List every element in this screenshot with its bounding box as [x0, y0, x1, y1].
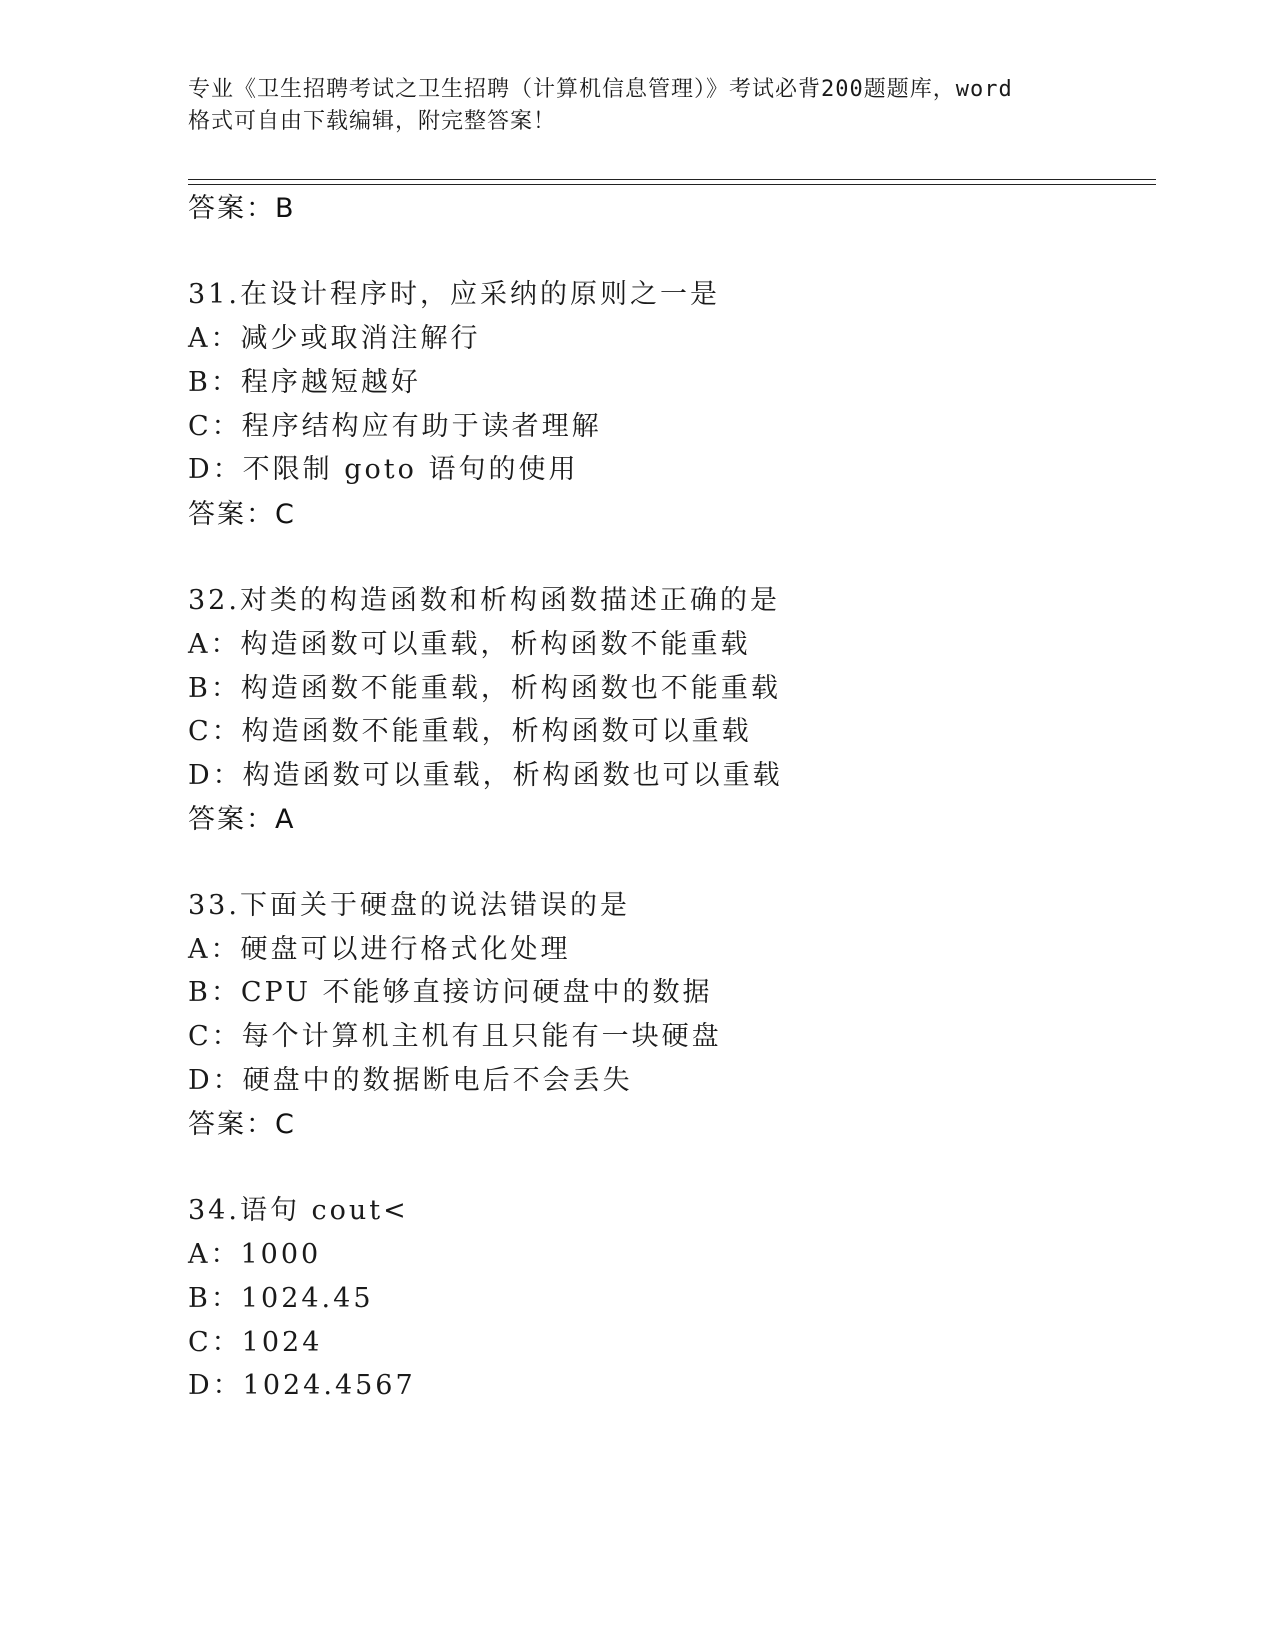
- question-32-option-b: B：构造函数不能重载，析构函数也不能重载: [188, 673, 781, 704]
- question-33-option-b: B：CPU 不能够直接访问硬盘中的数据: [188, 977, 713, 1008]
- question-33-stem: 33.下面关于硬盘的说法错误的是: [188, 890, 630, 921]
- question-31-option-d: D：不限制 goto 语句的使用: [188, 454, 579, 485]
- question-32-option-a: A：构造函数可以重载，析构函数不能重载: [188, 629, 751, 660]
- question-31-stem: 31.在设计程序时，应采纳的原则之一是: [188, 279, 720, 310]
- question-33-option-a: A：硬盘可以进行格式化处理: [188, 934, 571, 965]
- question-31-option-c: C：程序结构应有助于读者理解: [188, 411, 602, 442]
- question-34-option-b: B：1024.45: [188, 1283, 374, 1314]
- document-header: [188, 74, 1088, 138]
- answer-q31: 答案：C: [188, 499, 296, 530]
- question-34-stem: 34.语句 cout<: [188, 1195, 409, 1226]
- question-32-option-d: D：构造函数可以重载，析构函数也可以重载: [188, 760, 783, 791]
- question-33-option-d: D：硬盘中的数据断电后不会丢失: [188, 1065, 633, 1096]
- answer-q33: 答案：C: [188, 1109, 296, 1140]
- answer-q30: 答案：B: [188, 193, 296, 224]
- answer-q32: 答案：A: [188, 804, 296, 835]
- question-31-option-a: A：减少或取消注解行: [188, 323, 481, 354]
- question-31-option-b: B：程序越短越好: [188, 367, 421, 398]
- question-34-option-c: C：1024: [188, 1327, 323, 1358]
- header-divider-top: [188, 179, 1156, 180]
- question-34-option-a: A：1000: [188, 1239, 322, 1270]
- question-32-option-c: C：构造函数不能重载，析构函数可以重载: [188, 716, 752, 747]
- question-32-stem: 32.对类的构造函数和析构函数描述正确的是: [188, 585, 780, 616]
- header-title-line-2: 格式可自由下载编辑，附完整答案！: [188, 109, 557, 134]
- question-33-option-c: C：每个计算机主机有且只能有一块硬盘: [188, 1021, 722, 1052]
- header-divider-bottom: [188, 184, 1156, 185]
- question-34-option-d: D：1024.4567: [188, 1370, 416, 1401]
- header-title-line-1: 专业《卫生招聘考试之卫生招聘（计算机信息管理）》考试必背200题题库，word: [188, 77, 1013, 102]
